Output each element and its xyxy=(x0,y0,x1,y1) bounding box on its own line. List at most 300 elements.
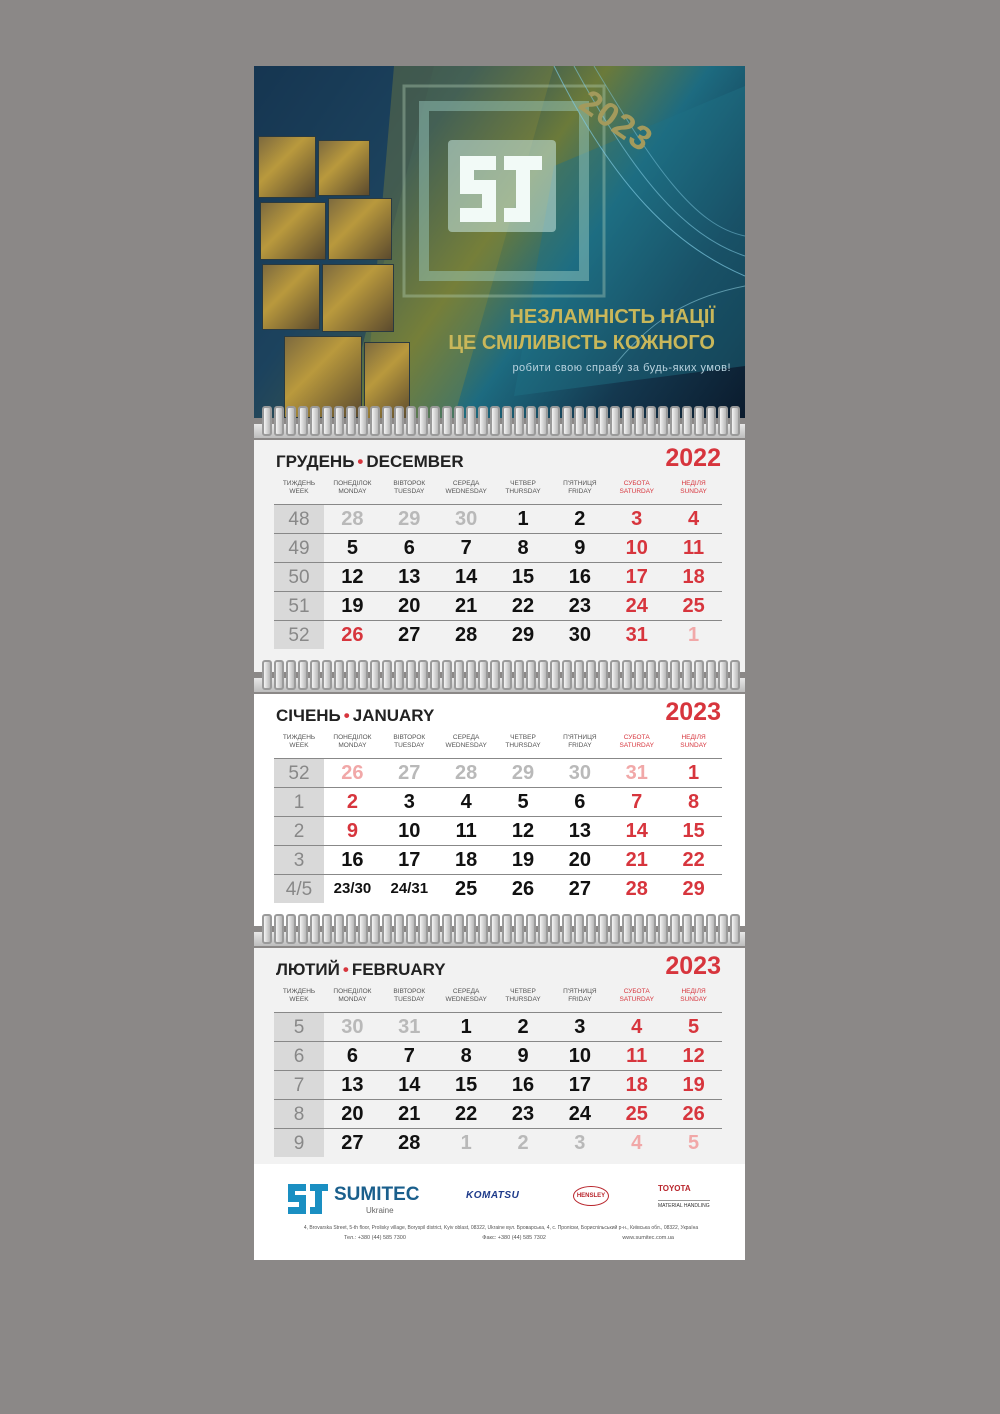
spiral-loop xyxy=(478,406,488,436)
week-row xyxy=(274,874,722,903)
spiral-loop xyxy=(730,914,740,944)
spiral-loop xyxy=(610,660,620,690)
day-cell: 19 xyxy=(341,595,364,617)
photo-excavator xyxy=(328,198,392,260)
day-cell: 3 xyxy=(403,791,415,813)
month-year: 2023 xyxy=(665,952,721,980)
spiral-loop xyxy=(454,660,464,690)
weekday-ua: ПОНЕДІЛОК xyxy=(333,480,372,487)
header-year: 2023 xyxy=(572,82,660,160)
spiral-loop xyxy=(310,914,320,944)
toyota-logo: TOYOTA xyxy=(658,1184,691,1193)
spiral-loop xyxy=(382,660,392,690)
week-number: 2 xyxy=(274,817,324,845)
spiral-loop xyxy=(418,914,428,944)
spiral-loop xyxy=(622,914,632,944)
spiral-loop xyxy=(526,660,536,690)
wall-calendar xyxy=(254,66,745,1260)
week-number: 5 xyxy=(274,1013,324,1041)
weekday-header xyxy=(274,734,722,754)
bullet-dot: • xyxy=(342,960,349,979)
week-row xyxy=(274,1041,722,1070)
day-cell: 3 xyxy=(574,1132,586,1154)
spiral-loop xyxy=(730,660,740,690)
day-cell: 2 xyxy=(517,1132,529,1154)
spiral-loop xyxy=(430,914,440,944)
weekday-header-cell xyxy=(495,988,552,1008)
week-number: 51 xyxy=(274,592,324,620)
spiral-loop xyxy=(334,660,344,690)
weekday-header-cell xyxy=(381,480,438,500)
day-cell: 29 xyxy=(398,508,421,530)
day-cell: 9 xyxy=(574,537,586,559)
day-cell: 8 xyxy=(688,791,700,813)
weekday-ua: НЕДІЛЯ xyxy=(681,988,706,995)
day-cell: 25 xyxy=(455,878,478,900)
day-cell: 15 xyxy=(511,566,535,588)
spiral-loop xyxy=(538,660,548,690)
day-cell: 3 xyxy=(574,1016,586,1038)
spiral-loop xyxy=(358,660,368,690)
week-row xyxy=(274,504,722,533)
weekday-ua: НЕДІЛЯ xyxy=(681,480,706,487)
spiral-loop xyxy=(370,660,380,690)
spiral-loop xyxy=(442,660,452,690)
sumitec-logo-icon xyxy=(286,1182,330,1216)
weekday-ua: ЧЕТВЕР xyxy=(510,988,536,995)
spiral-loop xyxy=(478,914,488,944)
day-cell: 24/31 xyxy=(390,880,429,897)
weekday-header-cell xyxy=(274,480,324,500)
weekday-en: SUNDAY xyxy=(680,742,707,749)
spiral-loop xyxy=(682,914,692,944)
day-cell: 13 xyxy=(568,820,591,842)
day-cell: 1 xyxy=(460,1016,472,1038)
weekday-ua: П'ЯТНИЦЯ xyxy=(563,480,597,487)
weekday-header-cell xyxy=(608,734,665,754)
slogan-line-2: ЦЕ СМІЛИВІСТЬ КОЖНОГО xyxy=(448,332,715,354)
spiral-loop xyxy=(286,406,296,436)
spiral-loop xyxy=(658,406,668,436)
weekday-header-cell xyxy=(551,480,608,500)
day-cell: 29 xyxy=(682,878,705,900)
spiral-loop xyxy=(346,914,356,944)
weekday-header-cell xyxy=(665,480,722,500)
day-cell: 10 xyxy=(625,537,648,559)
week-row xyxy=(274,1070,722,1099)
spiral-loop xyxy=(382,914,392,944)
day-cell: 21 xyxy=(398,1103,421,1125)
day-cell: 16 xyxy=(341,849,364,871)
spiral-loop xyxy=(622,406,632,436)
weekday-ua: ВІВТОРОК xyxy=(393,480,426,487)
spiral-loop xyxy=(706,660,716,690)
weekday-en: WEEK xyxy=(289,488,309,495)
day-cell: 31 xyxy=(398,1016,421,1038)
spiral-loop xyxy=(274,660,284,690)
spiral-loop xyxy=(730,406,740,436)
spiral-loop xyxy=(670,406,680,436)
spiral-loop xyxy=(646,406,656,436)
day-cell: 3 xyxy=(631,508,643,530)
spiral-loop xyxy=(442,406,452,436)
day-cell: 5 xyxy=(517,791,529,813)
week-number: 48 xyxy=(274,505,324,533)
spiral-loop xyxy=(538,406,548,436)
spiral-loop xyxy=(286,660,296,690)
day-cell: 7 xyxy=(631,791,643,813)
slogan-line-3: робити свою справу за будь-яких умов! xyxy=(512,362,731,374)
day-cell: 27 xyxy=(398,762,421,784)
spiral-loop xyxy=(442,914,452,944)
weekday-ua: СЕРЕДА xyxy=(452,734,480,741)
day-cell: 22 xyxy=(455,1103,478,1125)
spiral-loop xyxy=(598,660,608,690)
day-cell: 20 xyxy=(341,1103,364,1125)
day-cell: 5 xyxy=(346,537,358,559)
day-cell: 21 xyxy=(455,595,478,617)
day-cell: 30 xyxy=(568,624,591,646)
week-number: 52 xyxy=(274,621,324,649)
week-row xyxy=(274,533,722,562)
spiral-loop xyxy=(670,914,680,944)
day-cell: 23/30 xyxy=(333,880,372,897)
day-cell: 1 xyxy=(688,624,700,646)
weekday-ua: СЕРЕДА xyxy=(452,988,480,995)
spiral-loop xyxy=(538,914,548,944)
week-row xyxy=(274,1099,722,1128)
day-grid xyxy=(274,758,722,903)
day-cell: 11 xyxy=(683,537,705,559)
spiral-loop xyxy=(322,914,332,944)
weekday-header-cell xyxy=(665,734,722,754)
day-cell: 26 xyxy=(511,878,535,900)
month-name-en: DECEMBER xyxy=(366,452,464,471)
weekday-header-cell xyxy=(495,734,552,754)
day-cell: 30 xyxy=(341,1016,364,1038)
spiral-loop xyxy=(430,660,440,690)
fax: Факс: +380 (44) 585 7302 xyxy=(482,1235,546,1241)
spiral-loop xyxy=(406,660,416,690)
week-row xyxy=(274,758,722,787)
spiral-binding xyxy=(254,660,745,694)
week-number: 6 xyxy=(274,1042,324,1070)
weekday-header-cell xyxy=(274,988,324,1008)
weekday-en: THURSDAY xyxy=(505,742,541,749)
photo-dump-truck xyxy=(260,202,326,260)
day-cell: 5 xyxy=(688,1132,700,1154)
month-name-ua: ГРУДЕНЬ xyxy=(276,452,355,471)
spiral-loop xyxy=(706,914,716,944)
spiral-loop xyxy=(370,406,380,436)
day-cell: 22 xyxy=(682,849,705,871)
weekday-en: FRIDAY xyxy=(568,488,592,495)
spiral-loop xyxy=(562,660,572,690)
week-number: 50 xyxy=(274,563,324,591)
day-cell: 5 xyxy=(688,1016,700,1038)
day-cell: 1 xyxy=(517,508,529,530)
calendar-header-artwork xyxy=(254,66,745,418)
month-year: 2022 xyxy=(665,444,721,472)
weekday-header-cell xyxy=(438,988,495,1008)
weekday-ua: СУБОТА xyxy=(623,988,650,995)
equipment-photo-collage xyxy=(254,136,404,418)
day-cell: 26 xyxy=(682,1103,705,1125)
day-cell: 28 xyxy=(455,624,478,646)
spiral-loop xyxy=(466,406,476,436)
day-cell: 15 xyxy=(682,820,705,842)
day-cell: 4 xyxy=(688,508,700,530)
day-cell: 22 xyxy=(511,595,535,617)
week-row xyxy=(274,562,722,591)
spiral-loop xyxy=(382,406,392,436)
weekday-ua: ЧЕТВЕР xyxy=(510,734,536,741)
week-row xyxy=(274,845,722,874)
day-cell: 9 xyxy=(517,1045,529,1067)
day-cell: 8 xyxy=(517,537,529,559)
week-number: 8 xyxy=(274,1100,324,1128)
week-row xyxy=(274,591,722,620)
weekday-en: FRIDAY xyxy=(568,996,592,1003)
brand-subtitle: Ukraine xyxy=(366,1206,394,1215)
day-cell: 31 xyxy=(625,624,648,646)
photo-loader xyxy=(322,264,394,332)
weekday-en: TUESDAY xyxy=(394,742,425,749)
spiral-loop xyxy=(634,660,644,690)
weekday-ua: ТИЖДЕНЬ xyxy=(282,988,316,995)
weekday-header-cell xyxy=(608,988,665,1008)
calendar-footer xyxy=(254,1164,745,1260)
spiral-loop xyxy=(418,406,428,436)
spiral-loop xyxy=(646,914,656,944)
day-cell: 27 xyxy=(398,624,421,646)
day-cell: 18 xyxy=(455,849,478,871)
week-number: 49 xyxy=(274,534,324,562)
spiral-loop xyxy=(682,660,692,690)
spiral-loop xyxy=(502,660,512,690)
slogan-line-1: НЕЗЛАМНІСТЬ НАЦІЇ xyxy=(509,306,715,328)
weekday-ua: ВІВТОРОК xyxy=(393,988,426,995)
weekday-en: MONDAY xyxy=(338,996,367,1003)
day-cell: 27 xyxy=(568,878,591,900)
weekday-en: SUNDAY xyxy=(680,488,707,495)
spiral-binding xyxy=(254,914,745,948)
day-cell: 10 xyxy=(398,820,421,842)
day-cell: 28 xyxy=(625,878,648,900)
weekday-header-cell xyxy=(551,988,608,1008)
spiral-loop xyxy=(274,406,284,436)
spiral-loop xyxy=(286,914,296,944)
spiral-loop xyxy=(334,406,344,436)
week-number: 3 xyxy=(274,846,324,874)
month-title xyxy=(276,960,446,980)
day-cell: 19 xyxy=(511,849,535,871)
day-cell: 4 xyxy=(631,1132,643,1154)
day-cell: 14 xyxy=(455,566,478,588)
spiral-loop xyxy=(490,406,500,436)
day-cell: 9 xyxy=(346,820,358,842)
day-cell: 11 xyxy=(626,1045,648,1067)
week-row xyxy=(274,816,722,845)
day-cell: 7 xyxy=(460,537,472,559)
day-cell: 2 xyxy=(574,508,586,530)
weekday-header-cell xyxy=(324,988,381,1008)
spiral-loop xyxy=(574,660,584,690)
day-cell: 12 xyxy=(511,820,535,842)
day-cell: 26 xyxy=(341,762,364,784)
spiral-loop xyxy=(322,406,332,436)
week-number: 52 xyxy=(274,759,324,787)
day-cell: 8 xyxy=(460,1045,472,1067)
komatsu-logo: KOMATSU xyxy=(466,1190,520,1201)
day-cell: 19 xyxy=(682,1074,705,1096)
day-cell: 31 xyxy=(625,762,648,784)
month-name-ua: ЛЮТИЙ xyxy=(276,960,340,979)
day-cell: 7 xyxy=(403,1045,415,1067)
spiral-loop xyxy=(550,660,560,690)
weekday-header-cell xyxy=(495,480,552,500)
spiral-loop xyxy=(670,660,680,690)
weekday-ua: ТИЖДЕНЬ xyxy=(282,734,316,741)
day-cell: 30 xyxy=(568,762,591,784)
spiral-loop xyxy=(502,406,512,436)
day-cell: 29 xyxy=(511,762,535,784)
spiral-loop xyxy=(274,914,284,944)
day-cell: 20 xyxy=(398,595,421,617)
weekday-ua: ЧЕТВЕР xyxy=(510,480,536,487)
weekday-en: WEEK xyxy=(289,996,309,1003)
spiral-loop xyxy=(694,406,704,436)
spiral-loop xyxy=(310,406,320,436)
week-number: 7 xyxy=(274,1071,324,1099)
spiral-loop xyxy=(262,660,272,690)
weekday-en: TUESDAY xyxy=(394,488,425,495)
spiral-loop xyxy=(586,406,596,436)
weekday-ua: СУБОТА xyxy=(623,734,650,741)
day-cell: 12 xyxy=(682,1045,705,1067)
spiral-loop xyxy=(550,406,560,436)
spiral-loop xyxy=(586,914,596,944)
day-cell: 24 xyxy=(625,595,648,617)
month-year: 2023 xyxy=(665,698,721,726)
week-number: 9 xyxy=(274,1129,324,1157)
week-row xyxy=(274,787,722,816)
spiral-loop xyxy=(490,660,500,690)
week-row xyxy=(274,1012,722,1041)
day-cell: 13 xyxy=(341,1074,364,1096)
weekday-header-cell xyxy=(381,734,438,754)
spiral-loop xyxy=(586,660,596,690)
weekday-ua: П'ЯТНИЦЯ xyxy=(563,734,597,741)
toyota-subtitle: MATERIAL HANDLING xyxy=(658,1200,710,1209)
spiral-loop xyxy=(718,914,728,944)
day-cell: 4 xyxy=(460,791,472,813)
spiral-loop xyxy=(298,914,308,944)
day-cell: 25 xyxy=(625,1103,648,1125)
spiral-loop xyxy=(562,406,572,436)
day-cell: 28 xyxy=(398,1132,421,1154)
spiral-loop xyxy=(478,660,488,690)
day-cell: 13 xyxy=(398,566,421,588)
spiral-loop xyxy=(550,914,560,944)
address-line: 4, Brovarska Street, 5-th floor, Prolisky village, Boryspil district, Kyiv oblast, 08322, Ukraine вул. Броварська, 4, с. Проліски, Бориспільський р-н., Київська обл., 08322, Україна xyxy=(303,1225,699,1231)
spiral-loop xyxy=(610,406,620,436)
weekday-en: FRIDAY xyxy=(568,742,592,749)
month-name-ua: СІЧЕНЬ xyxy=(276,706,341,725)
day-cell: 18 xyxy=(682,566,705,588)
weekday-ua: СЕРЕДА xyxy=(452,480,480,487)
spiral-loop xyxy=(358,914,368,944)
day-cell: 18 xyxy=(625,1074,648,1096)
weekday-header-cell xyxy=(274,734,324,754)
spiral-loop xyxy=(394,914,404,944)
spiral-loop xyxy=(454,406,464,436)
spiral-loop xyxy=(706,406,716,436)
spiral-loop xyxy=(310,660,320,690)
spiral-loop xyxy=(346,660,356,690)
spiral-loop xyxy=(430,406,440,436)
weekday-ua: ВІВТОРОК xyxy=(393,734,426,741)
spiral-loop xyxy=(526,406,536,436)
day-cell: 16 xyxy=(511,1074,535,1096)
week-row xyxy=(274,620,722,649)
day-cell: 20 xyxy=(568,849,591,871)
spiral-loop xyxy=(298,406,308,436)
bullet-dot: • xyxy=(357,452,364,471)
weekday-header-cell xyxy=(324,734,381,754)
week-number: 1 xyxy=(274,788,324,816)
spiral-loop xyxy=(694,660,704,690)
day-cell: 6 xyxy=(403,537,415,559)
month-page xyxy=(254,440,745,672)
spiral-loop xyxy=(526,914,536,944)
spiral-loop xyxy=(598,406,608,436)
weekday-en: WEEK xyxy=(289,742,309,749)
spiral-loop xyxy=(334,914,344,944)
contacts-line xyxy=(344,1235,674,1241)
weekday-header xyxy=(274,988,722,1008)
day-cell: 2 xyxy=(517,1016,529,1038)
weekday-en: THURSDAY xyxy=(505,488,541,495)
spiral-loop xyxy=(718,406,728,436)
spiral-loop xyxy=(262,406,272,436)
day-cell: 1 xyxy=(460,1132,472,1154)
spiral-loop xyxy=(490,914,500,944)
weekday-ua: ТИЖДЕНЬ xyxy=(282,480,316,487)
weekday-header-cell xyxy=(381,988,438,1008)
photo-machinery xyxy=(318,140,370,196)
weekday-en: WEDNESDAY xyxy=(445,488,487,495)
spiral-loop xyxy=(418,660,428,690)
month-title xyxy=(276,706,434,726)
sumitec-brand xyxy=(286,1182,420,1221)
spiral-loop xyxy=(514,914,524,944)
day-cell: 14 xyxy=(398,1074,421,1096)
day-cell: 4 xyxy=(631,1016,643,1038)
spiral-loop xyxy=(658,660,668,690)
brand-name: SUMITEC xyxy=(334,1184,420,1205)
sumitec-logo-3d xyxy=(442,126,562,246)
day-cell: 1 xyxy=(688,762,700,784)
weekday-header-cell xyxy=(324,480,381,500)
weekday-en: SATURDAY xyxy=(619,488,654,495)
weekday-header-cell xyxy=(608,480,665,500)
day-cell: 26 xyxy=(341,624,364,646)
day-cell: 24 xyxy=(568,1103,591,1125)
day-cell: 15 xyxy=(455,1074,478,1096)
spiral-loop xyxy=(694,914,704,944)
spiral-loop xyxy=(466,660,476,690)
